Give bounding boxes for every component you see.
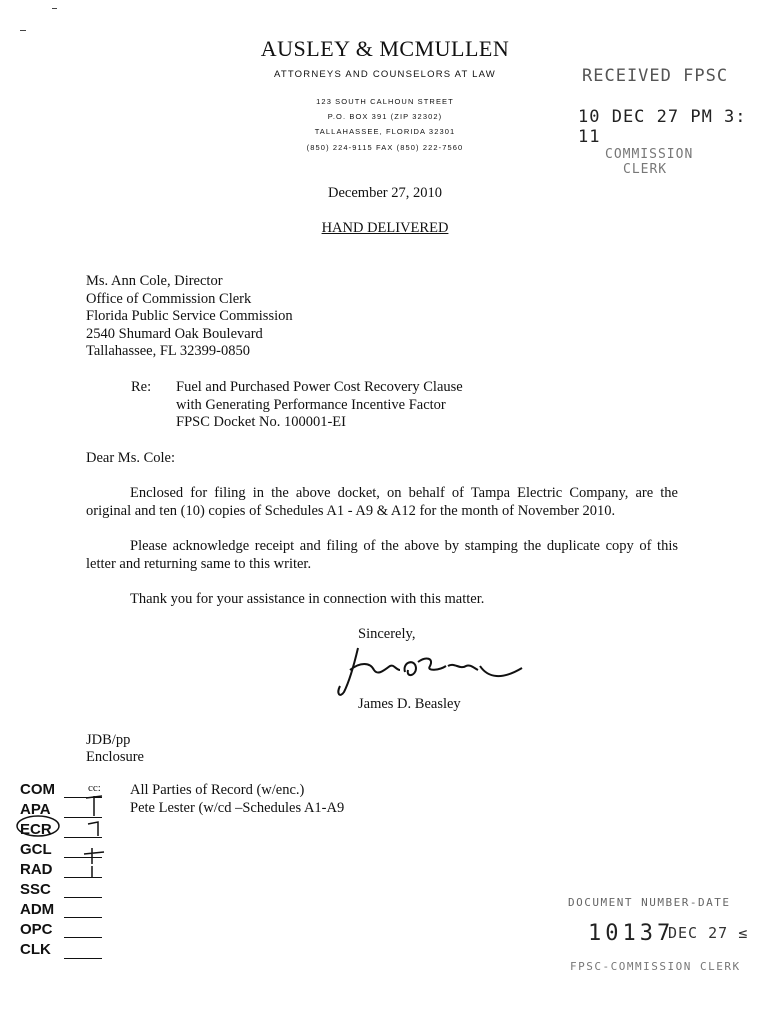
firm-phone: (850) 224-9115 FAX (850) 222-7560	[306, 143, 464, 152]
body-paragraph: Please acknowledge receipt and filing of the above by stamping the duplicate copy of this letter and returning same to this writer.	[86, 538, 678, 572]
routing-item: ECR	[20, 821, 52, 838]
re-label: Re:	[131, 379, 152, 395]
routing-item: GCL	[20, 841, 52, 858]
routing-check-marks	[14, 786, 110, 886]
signer-name: James D. Beasley	[358, 696, 461, 712]
re-line: with Generating Performance Incentive Factor	[176, 396, 446, 413]
salutation: Dear Ms. Cole:	[86, 450, 175, 466]
doc-stamp-number: 10137	[588, 921, 675, 946]
signature-image	[330, 640, 530, 700]
firm-name: AUSLEY & MCMULLEN	[260, 36, 510, 61]
body-paragraph: Enclosed for filing in the above docket, on behalf of Tampa Electric Company, are the original and ten (10) copies of Schedules A1 - A9 & A12 for the month of November 2010.	[86, 485, 678, 519]
routing-blank-line	[64, 917, 102, 918]
routing-item: OPC	[20, 921, 53, 938]
cc-list	[130, 782, 344, 817]
corner-mark	[20, 30, 26, 31]
routing-item: ADM	[20, 901, 55, 918]
doc-stamp-date: DEC 27 ≤	[668, 924, 749, 942]
corner-mark	[52, 8, 57, 9]
letter-date: December 27, 2010	[328, 185, 442, 201]
recipient-line: Ms. Ann Cole, Director	[86, 273, 223, 289]
re-line: Fuel and Purchased Power Cost Recovery Clause	[176, 379, 463, 395]
recipient-line: 2540 Shumard Oak Boulevard	[86, 325, 263, 342]
recipient-address	[86, 273, 293, 361]
delivery-method: HAND DELIVERED	[321, 220, 449, 236]
cc-item: Pete Lester (w/cd –Schedules A1-A9	[130, 799, 345, 816]
firm-po-box: P.O. BOX 391 (ZIP 32302)	[327, 112, 443, 121]
initials: JDB/pp	[86, 732, 131, 748]
recipient-line: Tallahassee, FL 32399-0850	[86, 343, 250, 359]
recipient-line: Florida Public Service Commission	[86, 308, 293, 324]
firm-subtitle: ATTORNEYS AND COUNSELORS AT LAW	[274, 69, 496, 80]
doc-stamp-footer: FPSC-COMMISSION CLERK	[570, 960, 741, 973]
re-line: FPSC Docket No. 100001-EI	[176, 414, 346, 430]
routing-item: RAD	[20, 861, 53, 878]
enclosure-note: Enclosure	[86, 749, 144, 765]
received-stamp-line3: COMMISSION	[605, 147, 694, 162]
routing-blank-line	[64, 937, 102, 938]
routing-blank-line	[64, 958, 102, 959]
closing: Sincerely,	[358, 626, 416, 642]
firm-city: TALLAHASSEE, FLORIDA 32301	[314, 127, 456, 136]
received-stamp-time: 10 DEC 27 PM 3: 11	[578, 107, 747, 147]
cc-item: All Parties of Record (w/enc.)	[130, 782, 305, 798]
routing-item: SSC	[20, 881, 51, 898]
cc-label: cc:	[88, 782, 101, 794]
recipient-line: Office of Commission Clerk	[86, 290, 252, 307]
routing-item: COM	[20, 781, 55, 798]
received-stamp-line1: RECEIVED FPSC	[582, 66, 729, 86]
body-paragraph: Thank you for your assistance in connection with this matter.	[130, 591, 485, 607]
received-stamp-line4: CLERK	[623, 162, 668, 177]
firm-street: 123 SOUTH CALHOUN STREET	[316, 97, 454, 106]
re-subject	[176, 379, 463, 432]
routing-item: APA	[20, 801, 51, 818]
routing-blank-line	[64, 897, 102, 898]
routing-item: CLK	[20, 941, 51, 958]
doc-stamp-header: DOCUMENT NUMBER-DATE	[568, 896, 731, 909]
